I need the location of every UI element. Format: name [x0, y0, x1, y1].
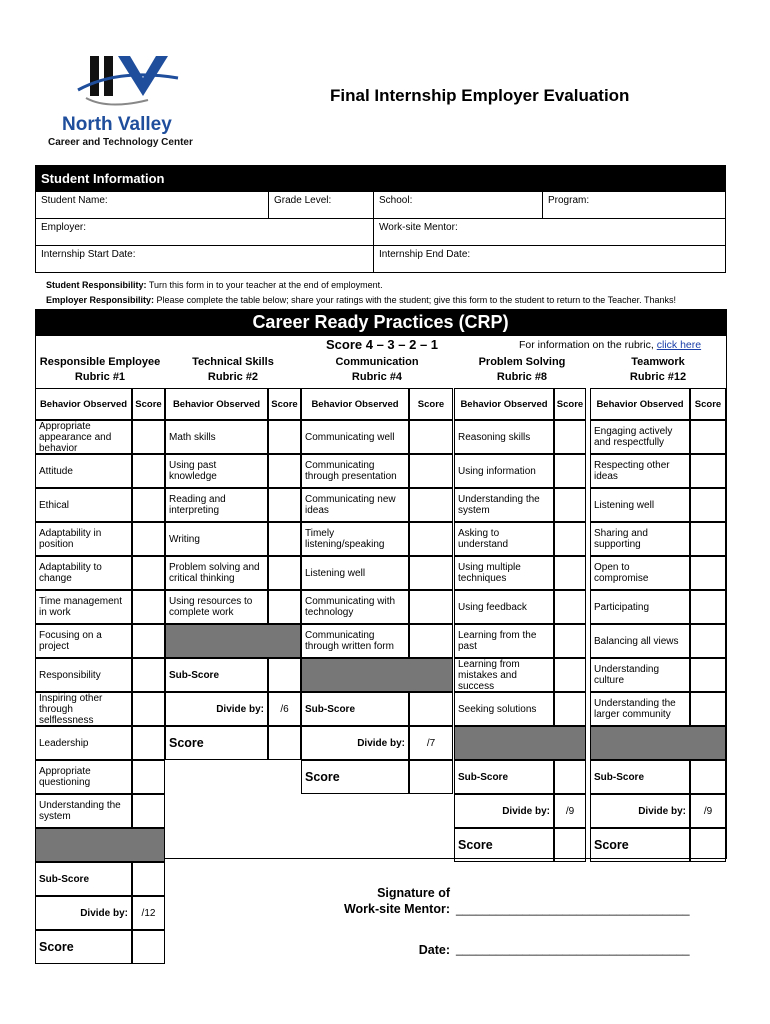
score-total-label: Score	[165, 726, 268, 760]
sub-score-cell[interactable]	[690, 760, 726, 794]
behavior-item: Understanding the system	[454, 488, 554, 522]
sub-score-label: Sub-Score	[165, 658, 268, 692]
behavior-item: Learning from the past	[454, 624, 554, 658]
behavior-item: Adaptability to change	[35, 556, 132, 590]
sub-score-label: Sub-Score	[301, 692, 409, 726]
score-cell[interactable]	[554, 658, 586, 692]
column-4-rubric: Rubric #12	[629, 371, 687, 383]
student-name-field[interactable]: Student Name:	[36, 192, 269, 219]
behavior-header-2: Behavior Observed	[301, 388, 409, 420]
score-cell[interactable]	[268, 420, 301, 454]
score-cell[interactable]	[690, 692, 726, 726]
score-cell[interactable]	[554, 488, 586, 522]
score-cell[interactable]	[132, 488, 165, 522]
divisor-value: /6	[268, 692, 301, 726]
column-2-rubric: Rubric #4	[351, 371, 403, 383]
employer-field[interactable]: Employer:	[36, 219, 374, 246]
page-title: Final Internship Employer Evaluation	[330, 86, 630, 105]
score-cell[interactable]	[132, 794, 165, 828]
behavior-item: Inspiring other through selflessness	[35, 692, 132, 726]
score-total-cell[interactable]	[554, 828, 586, 862]
mentor-field[interactable]: Work-site Mentor:	[374, 219, 726, 246]
grade-level-field[interactable]: Grade Level:	[269, 192, 374, 219]
signature-label-line2: Work-site Mentor:	[343, 902, 450, 916]
employer-responsibility-text: Please complete the table below; share your ratings with the student; give this form to the student to return to the Teacher. Thanks!	[156, 295, 677, 305]
behavior-item: Communicating well	[301, 420, 409, 454]
score-cell[interactable]	[409, 624, 453, 658]
gray-separator	[590, 726, 726, 760]
crp-title: Career Ready Practices (CRP)	[35, 309, 726, 336]
score-total-cell[interactable]	[690, 828, 726, 862]
school-field[interactable]: School:	[374, 192, 543, 219]
student-info-table	[35, 191, 726, 273]
column-1-rubric: Rubric #2	[207, 371, 259, 383]
behavior-item: Communicating through presentation	[301, 454, 409, 488]
score-cell[interactable]	[132, 454, 165, 488]
score-cell[interactable]	[690, 624, 726, 658]
score-cell[interactable]	[690, 658, 726, 692]
behavior-item: Engaging actively and respectfully	[590, 420, 690, 454]
behavior-item: Leadership	[35, 726, 132, 760]
column-1-name: Technical Skills	[192, 356, 274, 368]
behavior-item: Asking to understand	[454, 522, 554, 556]
score-cell[interactable]	[409, 454, 453, 488]
score-total-label: Score	[454, 828, 554, 862]
logo-subtitle: Career and Technology Center	[48, 137, 193, 148]
rubric-info-text: For information on the rubric,	[519, 339, 654, 351]
score-cell[interactable]	[132, 692, 165, 726]
behavior-item: Using multiple techniques	[454, 556, 554, 590]
rubric-info	[519, 339, 701, 351]
behavior-item: Communicating with technology	[301, 590, 409, 624]
divisor-value: /9	[690, 794, 726, 828]
score-cell[interactable]	[132, 556, 165, 590]
student-responsibility-text: Turn this form in to your teacher at the end of employment.	[148, 280, 383, 290]
behavior-item: Responsibility	[35, 658, 132, 692]
score-total-label: Score	[590, 828, 690, 862]
behavior-header-1: Behavior Observed	[165, 388, 268, 420]
behavior-item: Using resources to complete work	[165, 590, 268, 624]
divisor-value: /9	[554, 794, 586, 828]
behavior-item: Writing	[165, 522, 268, 556]
behavior-item: Ethical	[35, 488, 132, 522]
behavior-item: Reasoning skills	[454, 420, 554, 454]
divide-by-label: Divide by:	[590, 794, 690, 828]
behavior-item: Using feedback	[454, 590, 554, 624]
behavior-header-4: Behavior Observed	[590, 388, 690, 420]
behavior-item: Listening well	[590, 488, 690, 522]
behavior-item: Communicating new ideas	[301, 488, 409, 522]
gray-separator	[301, 658, 453, 692]
gray-separator	[35, 828, 165, 862]
score-cell[interactable]	[554, 590, 586, 624]
rubric-link[interactable]: click here	[656, 339, 702, 351]
score-cell[interactable]	[268, 590, 301, 624]
date-label: Date:	[418, 943, 450, 957]
score-header-1: Score	[268, 388, 301, 420]
date-line[interactable]: ___________________________________	[456, 942, 690, 956]
start-date-field[interactable]: Internship Start Date:	[36, 246, 374, 273]
score-cell[interactable]	[690, 556, 726, 590]
score-cell[interactable]	[268, 488, 301, 522]
score-cell[interactable]	[690, 420, 726, 454]
score-cell[interactable]	[409, 488, 453, 522]
behavior-item: Appropriate questioning	[35, 760, 132, 794]
score-cell[interactable]	[132, 624, 165, 658]
end-date-field[interactable]: Internship End Date:	[374, 246, 726, 273]
behavior-item: Using past knowledge	[165, 454, 268, 488]
score-cell[interactable]	[690, 590, 726, 624]
score-header-3: Score	[554, 388, 586, 420]
behavior-item: Focusing on a project	[35, 624, 132, 658]
behavior-item: Math skills	[165, 420, 268, 454]
score-scale: Score 4 – 3 – 2 – 1	[326, 337, 439, 352]
behavior-item: Respecting other ideas	[590, 454, 690, 488]
employer-responsibility-label: Employer Responsibility:	[46, 295, 155, 305]
divide-by-label: Divide by:	[35, 896, 132, 930]
divisor-value: /7	[409, 726, 453, 760]
behavior-item: Timely listening/speaking	[301, 522, 409, 556]
north-valley-logo	[48, 48, 218, 152]
column-3-name: Problem Solving	[478, 356, 566, 368]
behavior-item: Open to compromise	[590, 556, 690, 590]
behavior-item: Time management in work	[35, 590, 132, 624]
score-cell[interactable]	[409, 522, 453, 556]
score-cell[interactable]	[132, 590, 165, 624]
column-3-rubric: Rubric #8	[496, 371, 548, 383]
score-cell[interactable]	[409, 590, 453, 624]
sub-score-cell[interactable]	[409, 692, 453, 726]
score-cell[interactable]	[132, 420, 165, 454]
sub-score-cell[interactable]	[554, 760, 586, 794]
behavior-item: Communicating through written form	[301, 624, 409, 658]
score-cell[interactable]	[554, 454, 586, 488]
signature-label	[300, 885, 450, 917]
score-cell[interactable]	[409, 556, 453, 590]
column-0-name: Responsible Employee	[39, 356, 161, 368]
score-header-2: Score	[409, 388, 453, 420]
behavior-item: Appropriate appearance and behavior	[35, 420, 132, 454]
behavior-item: Balancing all views	[590, 624, 690, 658]
student-responsibility	[46, 280, 383, 290]
score-cell[interactable]	[132, 658, 165, 692]
student-responsibility-label: Student Responsibility:	[46, 280, 147, 290]
score-total-cell[interactable]	[132, 930, 165, 964]
student-info-header: Student Information	[35, 165, 726, 191]
score-total-cell[interactable]	[409, 760, 453, 794]
behavior-item: Learning from mistakes and success	[454, 658, 554, 692]
score-cell[interactable]	[132, 726, 165, 760]
score-cell[interactable]	[690, 454, 726, 488]
behavior-item: Sharing and supporting	[590, 522, 690, 556]
sub-score-label: Sub-Score	[35, 862, 132, 896]
score-cell[interactable]	[554, 420, 586, 454]
behavior-item: Seeking solutions	[454, 692, 554, 726]
behavior-item: Understanding the system	[35, 794, 132, 828]
sub-score-label: Sub-Score	[590, 760, 690, 794]
score-header-4: Score	[690, 388, 726, 420]
sub-score-cell[interactable]	[268, 658, 301, 692]
score-cell[interactable]	[554, 522, 586, 556]
behavior-item: Reading and interpreting	[165, 488, 268, 522]
column-0-rubric: Rubric #1	[74, 371, 126, 383]
behavior-item: Participating	[590, 590, 690, 624]
score-total-cell[interactable]	[268, 726, 301, 760]
score-cell[interactable]	[132, 522, 165, 556]
sub-score-label: Sub-Score	[454, 760, 554, 794]
signature-label-line1: Signature of	[377, 886, 450, 900]
sub-score-cell[interactable]	[132, 862, 165, 896]
score-header-0: Score	[132, 388, 165, 420]
behavior-item: Listening well	[301, 556, 409, 590]
gray-separator	[165, 624, 301, 658]
behavior-item: Problem solving and critical thinking	[165, 556, 268, 590]
behavior-header-3: Behavior Observed	[454, 388, 554, 420]
score-cell[interactable]	[554, 624, 586, 658]
score-total-label: Score	[301, 760, 409, 794]
column-4-name: Teamwork	[631, 356, 685, 368]
score-cell[interactable]	[268, 454, 301, 488]
gray-separator	[454, 726, 586, 760]
program-field[interactable]: Program:	[543, 192, 726, 219]
behavior-item: Understanding culture	[590, 658, 690, 692]
score-cell[interactable]	[409, 420, 453, 454]
employer-responsibility	[46, 295, 676, 305]
behavior-item: Using information	[454, 454, 554, 488]
score-cell[interactable]	[690, 488, 726, 522]
score-cell[interactable]	[268, 522, 301, 556]
logo-name: North Valley	[62, 114, 172, 135]
behavior-item: Adaptability in position	[35, 522, 132, 556]
score-cell[interactable]	[690, 522, 726, 556]
behavior-header-0: Behavior Observed	[35, 388, 132, 420]
score-cell[interactable]	[554, 692, 586, 726]
divide-by-label: Divide by:	[301, 726, 409, 760]
score-cell[interactable]	[268, 556, 301, 590]
divide-by-label: Divide by:	[454, 794, 554, 828]
score-cell[interactable]	[132, 760, 165, 794]
score-total-label: Score	[35, 930, 132, 964]
divisor-value: /12	[132, 896, 165, 930]
signature-line[interactable]: ___________________________________	[456, 902, 690, 916]
divide-by-label: Divide by:	[165, 692, 268, 726]
score-cell[interactable]	[554, 556, 586, 590]
behavior-item: Understanding the larger community	[590, 692, 690, 726]
column-2-name: Communication	[335, 356, 419, 368]
behavior-item: Attitude	[35, 454, 132, 488]
